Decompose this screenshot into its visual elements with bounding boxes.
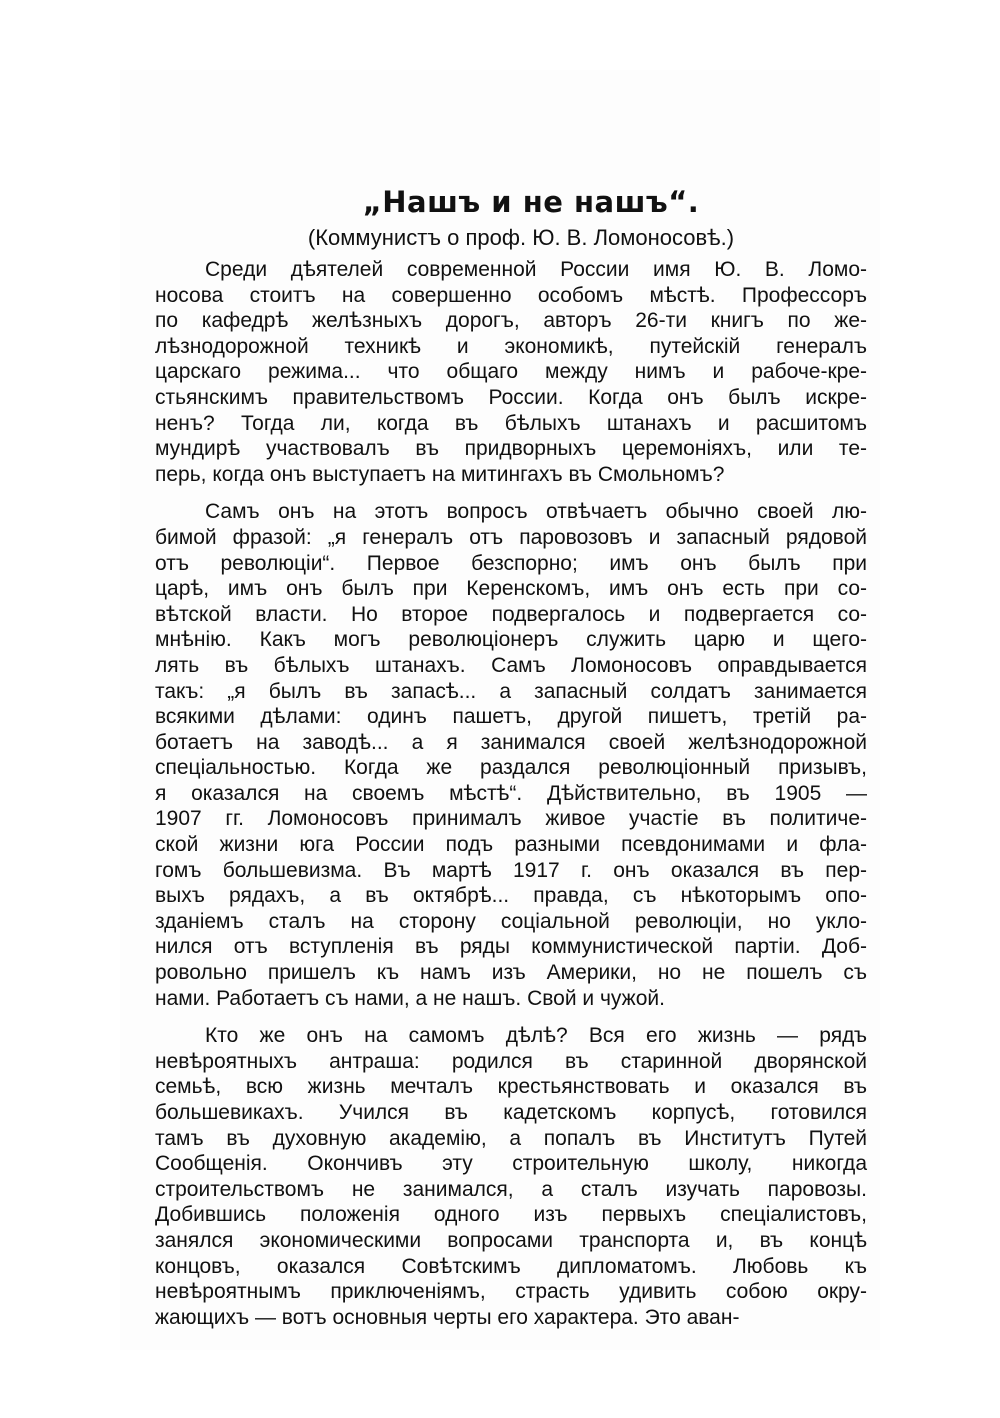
text-line: спеціальностью. Когда же раздался революціонный призывъ,: [155, 756, 867, 780]
text-line: невѣроятнымъ приключеніямъ, страсть удивить собою окру-: [155, 1280, 867, 1304]
text-line: отъ революціи“. Первое безспорно; имъ онъ былъ при: [155, 551, 867, 575]
text-line: мнѣнію. Какъ могъ революціонеръ служить царю и щего-: [155, 628, 867, 652]
text-line: ботаетъ на заводѣ... а я занимался своей желѣзнодорожной: [155, 730, 867, 754]
text-line: выхъ рядахъ, а въ октябрѣ... правда, съ нѣкоторымъ опо-: [155, 884, 867, 908]
text-line: большевикахъ. Учился въ кадетскомъ корпусѣ, готовился: [155, 1101, 867, 1124]
text-line: ской жизни юга России подъ разными псевдонимами и фла-: [155, 833, 867, 857]
text-line: семьѣ, всю жизнь мечталъ крестьянствовать и оказался въ: [155, 1075, 867, 1099]
text-line: царѣ, имъ онъ былъ при Керенскомъ, имъ онъ есть при со-: [155, 577, 867, 601]
text-line: лять въ бѣлыхъ штанахъ. Самъ Ломоносовъ оправдывается: [155, 653, 867, 677]
text-line: ровольно пришелъ къ намъ изъ Америки, но не пошелъ съ: [155, 961, 867, 985]
text-line: лѣзнодорожной техникѣ и экономикѣ, путейскій генералъ: [155, 334, 867, 358]
text-line: такъ: „я былъ въ запасѣ... а запасный солдатъ занимается: [155, 679, 867, 703]
article-subtitle: (Коммунистъ о проф. Ю. В. Ломоносовѣ.): [307, 225, 735, 250]
text-line: строительствомъ не занимался, а сталъ изучать паровозы.: [155, 1177, 867, 1201]
text-line: перь, когда онъ выступаетъ на митингахъ въ Смольномъ?: [155, 462, 725, 486]
text-line: носова стоитъ на совершенно особомъ мѣстѣ. Профессоръ: [155, 283, 867, 307]
text-line: занялся экономическими вопросами транспорта и, въ концѣ: [155, 1228, 867, 1252]
text-line: ненъ? Тогда ли, когда въ бѣлыхъ штанахъ и расшитомъ: [155, 411, 867, 435]
text-line: концовъ, оказался Совѣтскимъ дипломатомъ. Любовь къ: [155, 1254, 867, 1278]
paragraph: [155, 257, 867, 487]
text-line: зданіемъ сталъ на сторону соціальной революціи, но укло-: [155, 909, 867, 933]
text-line: жающихъ — вотъ основныя черты его характера. Это аван-: [155, 1305, 740, 1329]
text-line: по кафедрѣ желѣзныхъ дорогъ, авторъ 26-ти книгъ по же-: [155, 309, 867, 333]
text-line: стьянскимъ правительствомъ России. Когда онъ былъ искре-: [155, 385, 867, 409]
text-line: Сообщенія. Окончивъ эту строительную школу, никогда: [155, 1152, 867, 1176]
article-paragraphs: [155, 257, 867, 1330]
text-line: 1907 гг. Ломоносовъ принималъ живое участіе въ политиче-: [155, 807, 867, 831]
article-body: [155, 185, 867, 1342]
text-line: гомъ большевизма. Въ мартѣ 1917 г. онъ оказался въ пер-: [155, 858, 867, 882]
text-line: вѣтской власти. Но второе подвергалось и подвергается со-: [155, 602, 867, 626]
text-line: бимой фразой: „я генералъ отъ паровозовъ и запасный рядовой: [155, 525, 867, 549]
text-line: Самъ онъ на этотъ вопросъ отвѣчаетъ обычно своей лю-: [205, 500, 867, 524]
text-line: нился отъ вступленія въ ряды коммунистической партіи. Доб-: [155, 935, 867, 959]
text-line: царскаго режима... что общаго между нимъ и рабоче-кре-: [155, 360, 867, 384]
text-line: всякими дѣлами: одинъ пашетъ, другой пишетъ, третій ра-: [155, 705, 867, 729]
paragraph: [155, 1023, 867, 1330]
text-line: мундирѣ участвовалъ въ придворныхъ церемоніяхъ, или те-: [155, 437, 867, 461]
article-title: „Нашъ и не нашъ“.: [362, 185, 700, 219]
text-line: невѣроятныхъ антраша: родился въ старинной дворянской: [155, 1049, 867, 1073]
text-line: я оказался на своемъ мѣстѣ“. Дѣйствительно, въ 1905 —: [155, 781, 867, 805]
text-line: нами. Работаетъ съ нами, а не нашъ. Свой и чужой.: [155, 986, 665, 1010]
paragraph: [155, 499, 867, 1011]
text-line: Кто же онъ на самомъ дѣлѣ? Вся его жизнь — рядъ: [205, 1024, 867, 1048]
text-line: Добившись положенія одного изъ первыхъ спеціалистовъ,: [155, 1203, 867, 1227]
text-line: Среди дѣятелей современной России имя Ю. В. Ломо-: [205, 258, 867, 281]
text-line: тамъ въ духовную академію, а попалъ въ Институтъ Путей: [155, 1126, 867, 1150]
